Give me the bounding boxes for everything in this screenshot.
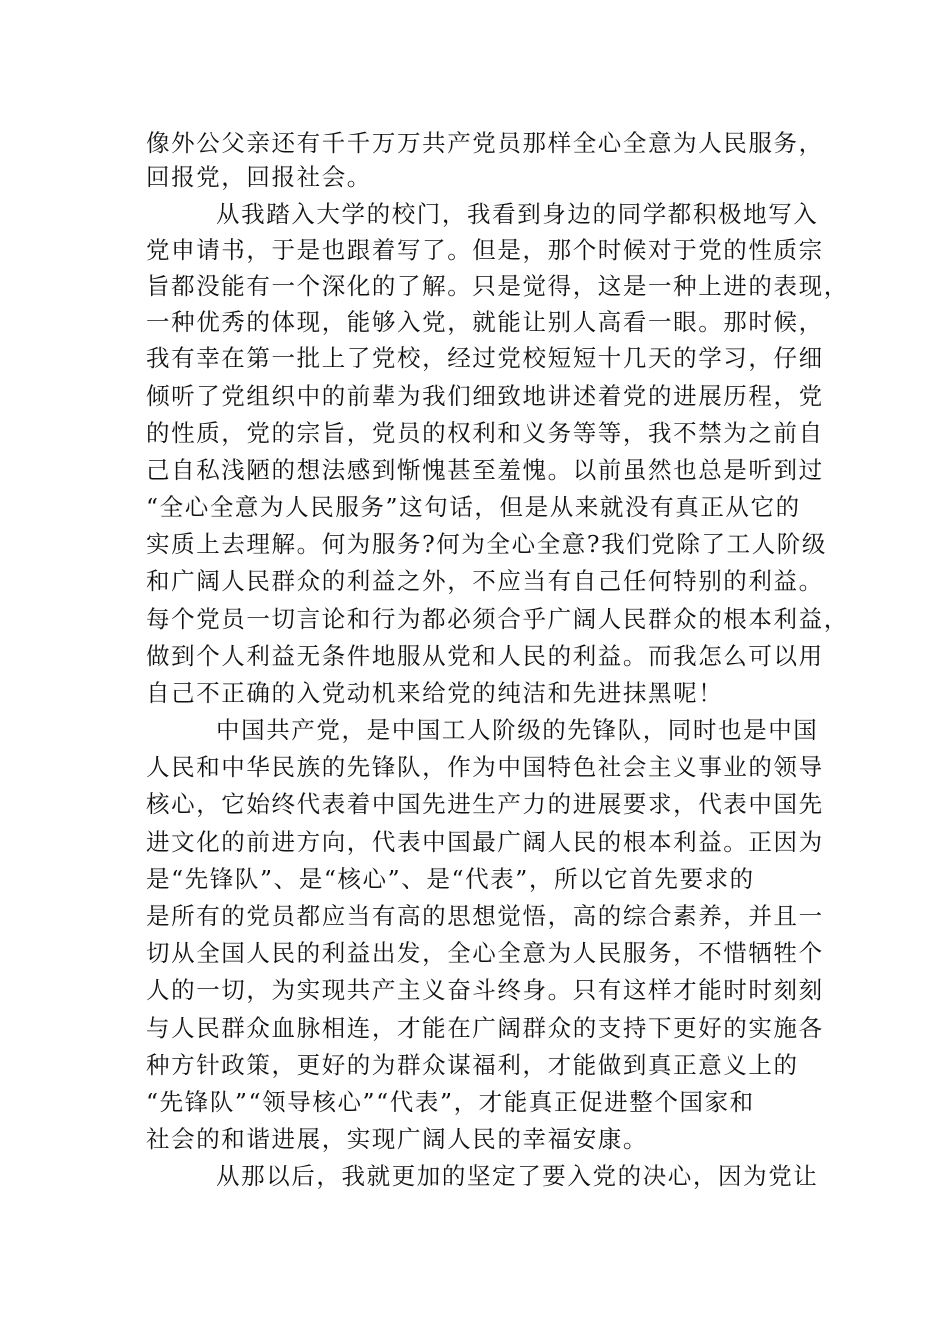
text-line: 和广阔人民群众的利益之外，不应当有自己任何特别的利益。: [146, 567, 824, 595]
text-line: 实质上去理解。何为服务?何为全心全意?我们党除了工人阶级: [146, 530, 827, 558]
text-line: 是所有的党员都应当有高的思想觉悟，高的综合素养，并且一: [146, 902, 824, 930]
text-line: 倾听了党组织中的前辈为我们细致地讲述着党的进展历程，党: [146, 382, 824, 410]
text-line: 人民和中华民族的先锋队，作为中国特色社会主义事业的领导: [146, 753, 824, 781]
text-line: 的性质，党的宗旨，党员的权利和义务等等，我不禁为之前自: [146, 419, 824, 447]
text-line: 党申请书，于是也跟着写了。但是，那个时候对于党的性质宗: [146, 236, 824, 264]
paragraph-start-line: 从那以后，我就更加的坚定了要入党的决心，因为党让: [216, 1162, 819, 1190]
text-line: 每个党员一切言论和行为都必须合乎广阔人民群众的根本利益，: [146, 605, 849, 633]
text-line: 回报党，回报社会。: [146, 163, 372, 191]
text-line: 我有幸在第一批上了党校，经过党校短短十几天的学习，仔细: [146, 344, 824, 372]
text-line: 进文化的前进方向，代表中国最广阔人民的根本利益。正因为: [146, 828, 824, 856]
text-line: “先锋队”“领导核心”“代表”，才能真正促进整个国家和: [146, 1088, 755, 1116]
text-line: 像外公父亲还有千千万万共产党员那样全心全意为人民服务，: [146, 129, 824, 157]
text-line: 与人民群众血脉相连，才能在广阔群众的支持下更好的实施各: [146, 1014, 824, 1042]
text-line: 种方针政策，更好的为群众谋福利，才能做到真正意义上的: [146, 1051, 799, 1079]
text-line: 是“先锋队”、是“核心”、是“代表”，所以它首先要求的: [146, 865, 755, 893]
text-line: 一种优秀的体现，能够入党，就能让别人高看一眼。那时候，: [146, 308, 824, 336]
text-line: 自己不正确的入党动机来给党的纯洁和先进抹黑呢！: [146, 679, 724, 707]
paragraph-start-line: 中国共产党，是中国工人阶级的先锋队，同时也是中国: [216, 716, 819, 744]
paragraph-start-line: 从我踏入大学的校门，我看到身边的同学都积极地写入: [216, 200, 819, 228]
text-line: 切从全国人民的利益出发，全心全意为人民服务，不惜牺牲个: [146, 939, 824, 967]
text-line: 做到个人利益无条件地服从党和人民的利益。而我怎么可以用: [146, 642, 824, 670]
text-line: 己自私浅陋的想法感到惭愧甚至羞愧。以前虽然也总是听到过: [146, 456, 824, 484]
text-line: 核心，它始终代表着中国先进生产力的进展要求，代表中国先: [146, 790, 824, 818]
text-line: 人的一切，为实现共产主义奋斗终身。只有这样才能时时刻刻: [146, 976, 824, 1004]
text-line: “全心全意为人民服务”这句话，但是从来就没有真正从它的: [146, 493, 801, 521]
text-line: 社会的和谐进展，实现广阔人民的幸福安康。: [146, 1125, 648, 1153]
text-line: 旨都没能有一个深化的了解。只是觉得，这是一种上进的表现，: [146, 272, 849, 300]
